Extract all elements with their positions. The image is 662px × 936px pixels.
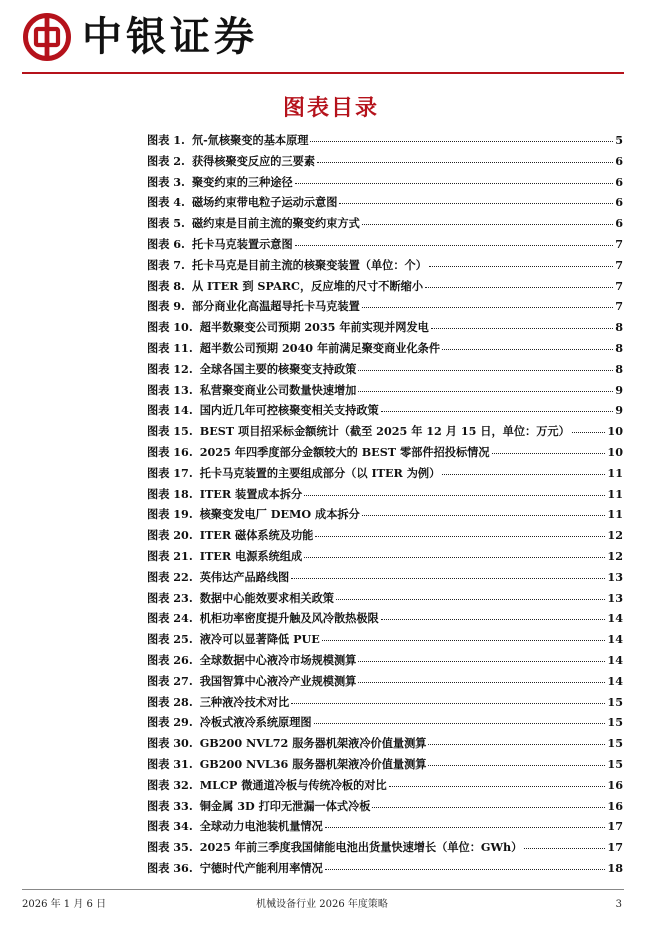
toc-entry-page: 6 bbox=[615, 174, 623, 189]
toc-entry-title: 超半数聚变公司预期 2035 年前实现并网发电 bbox=[199, 320, 429, 335]
toc-entry-label: 图表 1. bbox=[147, 133, 185, 147]
toc-entry[interactable] bbox=[147, 236, 623, 257]
toc-entry-label: 图表 16. bbox=[147, 444, 193, 459]
toc-entry-title: 三种液冷技术对比 bbox=[199, 694, 290, 709]
toc-entry-page: 15 bbox=[607, 736, 623, 751]
toc-entry-page: 9 bbox=[615, 403, 623, 418]
toc-entry[interactable] bbox=[147, 610, 623, 631]
toc-entry-title: 核聚变发电厂 DEMO 成本拆分 bbox=[199, 507, 360, 522]
toc-entry-title: 全球数据中心液冷市场规模测算 bbox=[199, 652, 357, 667]
toc-entry-page: 14 bbox=[607, 652, 623, 667]
toc-entry-title: 氘-氚核聚变的基本原理 bbox=[191, 133, 309, 147]
toc-entry-title: 部分商业化高温超导托卡马克装置 bbox=[191, 299, 360, 314]
toc-entry-page: 5 bbox=[615, 133, 623, 147]
toc-entry-page: 11 bbox=[607, 507, 623, 522]
bank-of-china-logo-icon bbox=[22, 12, 72, 62]
footer-rule bbox=[22, 889, 624, 890]
toc-entry[interactable] bbox=[147, 777, 623, 798]
toc-entry-title: 托卡马克装置的主要组成部分（以 ITER 为例） bbox=[199, 465, 441, 480]
toc-list bbox=[147, 132, 623, 881]
toc-entry-label: 图表 31. bbox=[147, 756, 193, 771]
toc-entry-title: 我国智算中心液冷产业规模测算 bbox=[199, 673, 357, 688]
toc-entry-label: 图表 24. bbox=[147, 611, 193, 626]
toc-dot-leader bbox=[428, 765, 605, 766]
toc-dot-leader bbox=[492, 453, 606, 454]
toc-entry[interactable] bbox=[147, 798, 623, 819]
footer-page-number: 3 bbox=[615, 899, 622, 910]
toc-entry-title: ITER 磁体系统及功能 bbox=[199, 528, 314, 543]
toc-dot-leader bbox=[381, 411, 613, 412]
toc-entry-page: 11 bbox=[607, 486, 623, 501]
toc-entry[interactable] bbox=[147, 257, 623, 278]
toc-entry-title: 2025 年前三季度我国储能电池出货量快速增长（单位：GWh） bbox=[199, 840, 523, 855]
toc-entry-label: 图表 9. bbox=[147, 299, 185, 314]
footer-date: 2026 年 1 月 6 日 bbox=[22, 899, 107, 910]
toc-entry-label: 图表 34. bbox=[147, 819, 193, 834]
toc-entry-title: 冷板式液冷系统原理图 bbox=[199, 715, 312, 730]
toc-entry-title: 磁场约束带电粒子运动示意图 bbox=[191, 195, 338, 210]
toc-dot-leader bbox=[428, 744, 605, 745]
toc-entry[interactable] bbox=[147, 153, 623, 174]
toc-dot-leader bbox=[442, 474, 605, 475]
toc-entry-title: 数据中心能效要求相关政策 bbox=[199, 590, 334, 605]
toc-dot-leader bbox=[381, 619, 606, 620]
toc-entry-label: 图表 11. bbox=[147, 340, 193, 355]
toc-entry-title: 液冷可以显著降低 PUE bbox=[199, 632, 320, 647]
footer-report-name: 机械设备行业 2026 年度策略 bbox=[256, 899, 388, 910]
toc-entry-label: 图表 2. bbox=[147, 153, 185, 168]
toc-entry-page: 16 bbox=[607, 798, 623, 813]
toc-entry-label: 图表 10. bbox=[147, 320, 193, 335]
toc-entry-title: 超半数公司预期 2040 年前满足聚变商业化条件 bbox=[199, 340, 441, 355]
toc-entry-label: 图表 27. bbox=[147, 673, 193, 688]
toc-entry-page: 14 bbox=[607, 673, 623, 688]
toc-dot-leader bbox=[572, 432, 606, 433]
toc-entry-label: 图表 8. bbox=[147, 278, 185, 293]
toc-entry-title: 磁约束是目前主流的聚变约束方式 bbox=[191, 216, 360, 231]
toc-entry-label: 图表 6. bbox=[147, 236, 185, 251]
toc-entry[interactable] bbox=[147, 714, 623, 735]
toc-entry[interactable] bbox=[147, 569, 623, 590]
toc-entry[interactable] bbox=[147, 132, 623, 153]
toc-entry-title: BEST 项目招采标金额统计（截至 2025 年 12 月 15 日，单位：万元） bbox=[199, 424, 570, 439]
toc-entry-page: 12 bbox=[607, 528, 623, 543]
toc-entry-label: 图表 35. bbox=[147, 840, 193, 855]
toc-dot-leader bbox=[524, 848, 605, 849]
toc-entry[interactable] bbox=[147, 694, 623, 715]
toc-entry-label: 图表 29. bbox=[147, 715, 193, 730]
toc-entry-page: 11 bbox=[607, 465, 623, 480]
toc-entry-label: 图表 3. bbox=[147, 174, 185, 189]
toc-dot-leader bbox=[291, 578, 605, 579]
toc-dot-leader bbox=[358, 661, 605, 662]
toc-entry-label: 图表 14. bbox=[147, 403, 193, 418]
toc-dot-leader bbox=[431, 328, 613, 329]
toc-entry-title: 从 ITER 到 SPARC，反应堆的尺寸不断缩小 bbox=[191, 278, 424, 293]
toc-entry-label: 图表 26. bbox=[147, 652, 193, 667]
toc-dot-leader bbox=[372, 807, 605, 808]
toc-entry-title: 托卡马克装置示意图 bbox=[191, 236, 293, 251]
toc-entry[interactable] bbox=[147, 860, 623, 881]
toc-dot-leader bbox=[304, 557, 605, 558]
toc-entry-label: 图表 4. bbox=[147, 195, 185, 210]
toc-dot-leader bbox=[358, 391, 613, 392]
toc-entry[interactable] bbox=[147, 818, 623, 839]
toc-entry[interactable] bbox=[147, 631, 623, 652]
toc-dot-leader bbox=[310, 141, 613, 142]
toc-entry-page: 18 bbox=[607, 860, 623, 875]
toc-entry-label: 图表 13. bbox=[147, 382, 193, 397]
toc-entry-label: 图表 18. bbox=[147, 486, 193, 501]
toc-entry-title: 聚变约束的三种途径 bbox=[191, 174, 293, 189]
toc-entry-page: 10 bbox=[607, 444, 623, 459]
toc-dot-leader bbox=[389, 786, 606, 787]
toc-entry[interactable] bbox=[147, 444, 623, 465]
toc-entry[interactable] bbox=[147, 319, 623, 340]
toc-dot-leader bbox=[325, 827, 606, 828]
toc-entry-title: 国内近几年可控核聚变相关支持政策 bbox=[199, 403, 379, 418]
toc-entry-title: 铜金属 3D 打印无泄漏一体式冷板 bbox=[199, 798, 371, 813]
toc-entry-title: 托卡马克是目前主流的核聚变装置（单位：个） bbox=[191, 257, 427, 272]
toc-dot-leader bbox=[322, 640, 606, 641]
toc-dot-leader bbox=[295, 245, 614, 246]
toc-entry[interactable] bbox=[147, 486, 623, 507]
toc-dot-leader bbox=[315, 536, 605, 537]
toc-entry-page: 9 bbox=[615, 382, 623, 397]
toc-entry-page: 13 bbox=[607, 569, 623, 584]
header-rule bbox=[22, 72, 624, 74]
toc-entry-title: 英伟达产品路线图 bbox=[199, 569, 290, 584]
toc-dot-leader bbox=[362, 224, 613, 225]
toc-entry-label: 图表 17. bbox=[147, 465, 193, 480]
toc-entry[interactable] bbox=[147, 590, 623, 611]
toc-entry-page: 8 bbox=[615, 340, 623, 355]
toc-entry-page: 8 bbox=[615, 361, 623, 376]
toc-entry[interactable] bbox=[147, 735, 623, 756]
toc-entry[interactable] bbox=[147, 652, 623, 673]
brand-name: 中银证券 bbox=[82, 14, 258, 60]
toc-dot-leader bbox=[317, 162, 613, 163]
toc-entry-title: 全球各国主要的核聚变支持政策 bbox=[199, 361, 357, 376]
toc-entry[interactable] bbox=[147, 278, 623, 299]
toc-entry-page: 15 bbox=[607, 715, 623, 730]
toc-entry-label: 图表 15. bbox=[147, 424, 193, 439]
toc-dot-leader bbox=[291, 703, 605, 704]
toc-entry[interactable] bbox=[147, 527, 623, 548]
toc-entry[interactable] bbox=[147, 839, 623, 860]
toc-entry[interactable] bbox=[147, 756, 623, 777]
toc-dot-leader bbox=[336, 599, 605, 600]
toc-entry-page: 15 bbox=[607, 756, 623, 771]
toc-entry-page: 14 bbox=[607, 632, 623, 647]
toc-entry-page: 6 bbox=[615, 195, 623, 210]
toc-entry-page: 14 bbox=[607, 611, 623, 626]
toc-entry-page: 8 bbox=[615, 320, 623, 335]
toc-entry-page: 17 bbox=[607, 840, 623, 855]
toc-entry[interactable] bbox=[147, 423, 623, 444]
toc-entry[interactable] bbox=[147, 382, 623, 403]
toc-dot-leader bbox=[442, 349, 613, 350]
toc-dot-leader bbox=[358, 370, 613, 371]
toc-entry[interactable] bbox=[147, 506, 623, 527]
toc-entry-label: 图表 36. bbox=[147, 860, 193, 875]
toc-entry-title: 机柜功率密度提升触及风冷散热极限 bbox=[199, 611, 379, 626]
toc-entry-title: GB200 NVL72 服务器机架液冷价值量测算 bbox=[199, 736, 427, 751]
toc-entry-page: 7 bbox=[615, 236, 623, 251]
toc-entry-label: 图表 7. bbox=[147, 257, 185, 272]
toc-entry-label: 图表 33. bbox=[147, 798, 193, 813]
toc-entry-label: 图表 21. bbox=[147, 548, 193, 563]
toc-entry-title: 私营聚变商业公司数量快速增加 bbox=[199, 382, 357, 397]
toc-entry[interactable] bbox=[147, 340, 623, 361]
toc-entry-title: 获得核聚变反应的三要素 bbox=[191, 153, 316, 168]
toc-entry-page: 7 bbox=[615, 257, 623, 272]
toc-entry[interactable] bbox=[147, 194, 623, 215]
toc-entry-label: 图表 25. bbox=[147, 632, 193, 647]
toc-entry-page: 12 bbox=[607, 548, 623, 563]
toc-dot-leader bbox=[325, 869, 606, 870]
toc-dot-leader bbox=[358, 682, 605, 683]
toc-title: 图表目录 bbox=[282, 96, 379, 121]
toc-entry-label: 图表 32. bbox=[147, 777, 193, 792]
toc-entry-title: 宁德时代产能利用率情况 bbox=[199, 860, 323, 875]
toc-entry-page: 17 bbox=[607, 819, 623, 834]
toc-entry-label: 图表 22. bbox=[147, 569, 193, 584]
toc-dot-leader bbox=[295, 183, 614, 184]
toc-entry-title: MLCP 微通道冷板与传统冷板的对比 bbox=[199, 777, 387, 792]
toc-entry-label: 图表 12. bbox=[147, 361, 193, 376]
toc-dot-leader bbox=[304, 495, 605, 496]
toc-dot-leader bbox=[362, 515, 606, 516]
toc-entry[interactable] bbox=[147, 174, 623, 195]
toc-entry-title: ITER 电源系统组成 bbox=[199, 548, 303, 563]
toc-entry[interactable] bbox=[147, 361, 623, 382]
toc-entry-label: 图表 19. bbox=[147, 507, 193, 522]
toc-entry-title: 2025 年四季度部分金额较大的 BEST 零部件招投标情况 bbox=[199, 444, 490, 459]
toc-entry[interactable] bbox=[147, 548, 623, 569]
toc-entry[interactable] bbox=[147, 465, 623, 486]
toc-dot-leader bbox=[425, 287, 613, 288]
toc-entry-label: 图表 30. bbox=[147, 736, 193, 751]
toc-entry-page: 13 bbox=[607, 590, 623, 605]
toc-entry-label: 图表 28. bbox=[147, 694, 193, 709]
toc-entry-label: 图表 23. bbox=[147, 590, 193, 605]
toc-dot-leader bbox=[429, 266, 613, 267]
toc-entry-label: 图表 20. bbox=[147, 528, 193, 543]
toc-entry-page: 10 bbox=[607, 424, 623, 439]
toc-entry-title: 全球动力电池装机量情况 bbox=[199, 819, 323, 834]
toc-entry[interactable] bbox=[147, 402, 623, 423]
toc-dot-leader bbox=[314, 723, 606, 724]
toc-dot-leader bbox=[339, 203, 613, 204]
toc-entry-page: 7 bbox=[615, 278, 623, 293]
toc-entry-page: 7 bbox=[615, 299, 623, 314]
toc-entry-page: 6 bbox=[615, 153, 623, 168]
toc-entry-title: ITER 装置成本拆分 bbox=[199, 486, 303, 501]
toc-entry-page: 6 bbox=[615, 216, 623, 231]
page-header bbox=[0, 0, 662, 78]
toc-dot-leader bbox=[362, 307, 613, 308]
toc-entry[interactable] bbox=[147, 298, 623, 319]
toc-entry-page: 16 bbox=[607, 777, 623, 792]
toc-entry[interactable] bbox=[147, 673, 623, 694]
page-footer bbox=[22, 897, 622, 913]
toc-entry[interactable] bbox=[147, 215, 623, 236]
toc-entry-title: GB200 NVL36 服务器机架液冷价值量测算 bbox=[199, 756, 427, 771]
toc-entry-label: 图表 5. bbox=[147, 216, 185, 231]
toc-entry-page: 15 bbox=[607, 694, 623, 709]
